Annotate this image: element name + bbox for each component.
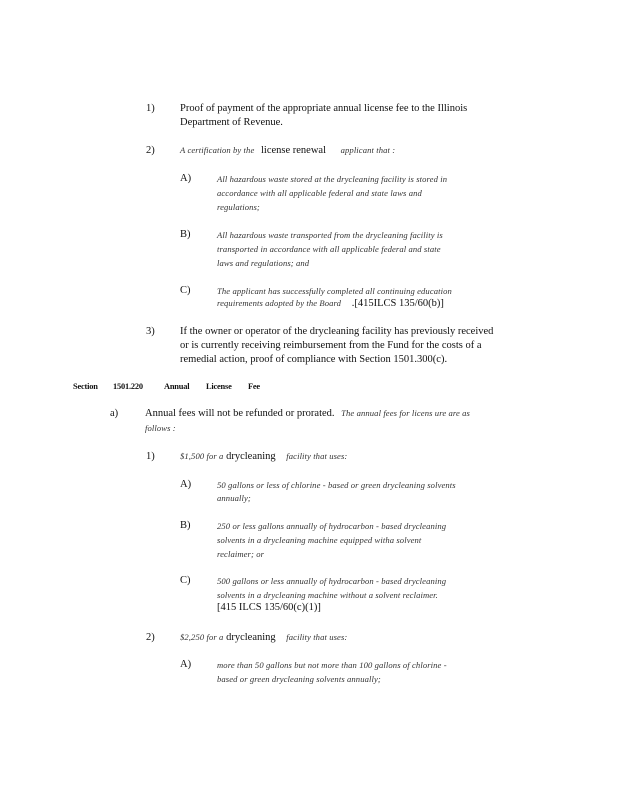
para-a-line-1b: The annual fees for licens ure are as — [341, 408, 471, 418]
item-2-sub-a-line-2: accordance with all applicable federal and state laws and — [217, 188, 422, 198]
para-a-sub-1-label: 1) — [146, 451, 155, 462]
para-a-sub-1-b-line-1: 250 or less gallons annually of hydrocarbon - based drycleaning — [217, 521, 447, 531]
item-1-line-2: Department of Revenue. — [180, 117, 283, 128]
item-3-line-2: or is currently receiving reimbursement from the Fund for the costs of a — [180, 340, 482, 351]
para-a-sub-1-b-label: B) — [180, 520, 191, 531]
item-2-sub-b-line-3: laws and regulations; and — [217, 258, 310, 268]
para-a-line-1 — [145, 407, 470, 420]
item-2-sub-a-line-1: All hazardous waste stored at the drycleaning facility is stored in — [217, 174, 448, 184]
para-a-sub-1-c-line-2: solvents in a drycleaning machine without a solvent reclaimer. — [217, 590, 438, 600]
section-title-word-2: License — [206, 382, 232, 391]
para-a-sub-2-a-line-1: more than 50 gallons but not more than 100 gallons of chlorine - — [217, 660, 447, 670]
item-2-label: 2) — [146, 145, 155, 156]
para-a-line-1a: Annual fees will not be refunded or prorated. — [145, 408, 335, 419]
section-title-word-3: Fee — [248, 382, 260, 391]
para-a-sub-1-lead-c: facility that uses: — [286, 451, 348, 461]
item-2-intro — [180, 144, 395, 157]
item-2-intro-b: license renewal — [260, 145, 326, 156]
item-2-sub-c-line-2 — [217, 297, 444, 310]
item-2-sub-c-line-1: The applicant has successfully completed all continuing education — [217, 286, 452, 296]
item-1-label: 1) — [146, 103, 155, 114]
para-a-sub-1-c-label: C) — [180, 575, 191, 586]
item-2-sub-b-label: B) — [180, 229, 191, 240]
para-a-sub-1-lead — [180, 450, 347, 463]
para-a-sub-1-b-line-3: reclaimer; or — [217, 549, 265, 559]
item-2-sub-c-label: C) — [180, 285, 191, 296]
item-2-sub-b-line-2: transported in accordance with all applicable federal and state — [217, 244, 441, 254]
item-2-sub-a-label: A) — [180, 173, 192, 184]
item-2-sub-c-line-2a: requirements adopted by the Board — [217, 298, 342, 308]
para-a-sub-1-a-label: A) — [180, 479, 192, 490]
para-a-sub-2-lead-b: drycleaning — [226, 632, 276, 643]
para-a-sub-2-lead — [180, 631, 347, 644]
item-2-sub-c-citation: .[415ILCS 135/60(b)] — [351, 298, 444, 309]
item-2-sub-a-line-3: regulations; — [217, 202, 260, 212]
item-2-intro-a: A certification by the — [180, 145, 255, 155]
para-a-line-2: follows : — [145, 423, 176, 433]
para-a-sub-2-a-label: A) — [180, 659, 192, 670]
section-number: 1501.220 — [113, 382, 143, 391]
para-a-sub-1-c-citation: [415 ILCS 135/60(c)(1)] — [217, 602, 321, 613]
section-word: Section — [73, 382, 98, 391]
para-a-sub-1-a-line-2: annually; — [217, 493, 251, 503]
para-a-label: a) — [110, 408, 119, 419]
para-a-sub-1-lead-b: drycleaning — [226, 451, 276, 462]
section-title-word-1: Annual — [164, 382, 190, 391]
item-3-label: 3) — [146, 326, 155, 337]
item-2-intro-c: applicant that : — [340, 145, 396, 155]
para-a-sub-2-label: 2) — [146, 632, 155, 643]
para-a-sub-2-lead-a: $2,250 for a — [180, 632, 224, 642]
item-2-sub-b-line-1: All hazardous waste transported from the drycleaning facility is — [217, 230, 443, 240]
para-a-sub-1-a-line-1: 50 gallons or less of chlorine - based or green drycleaning solvents — [217, 480, 456, 490]
item-3-line-1: If the owner or operator of the drycleaning facility has previously received — [180, 326, 494, 337]
para-a-sub-1-c-line-1: 500 gallons or less annually of hydrocarbon - based drycleaning — [217, 576, 447, 586]
para-a-sub-2-a-line-2: based or green drycleaning solvents annually; — [217, 674, 381, 684]
item-3-line-3: remedial action, proof of compliance with Section 1501.300(c). — [180, 354, 448, 365]
para-a-sub-2-lead-c: facility that uses: — [286, 632, 348, 642]
para-a-sub-1-b-line-2: solvents in a drycleaning machine equipped witha solvent — [217, 535, 422, 545]
item-1-line-1: Proof of payment of the appropriate annual license fee to the Illinois — [180, 103, 468, 114]
para-a-sub-1-lead-a: $1,500 for a — [180, 451, 224, 461]
